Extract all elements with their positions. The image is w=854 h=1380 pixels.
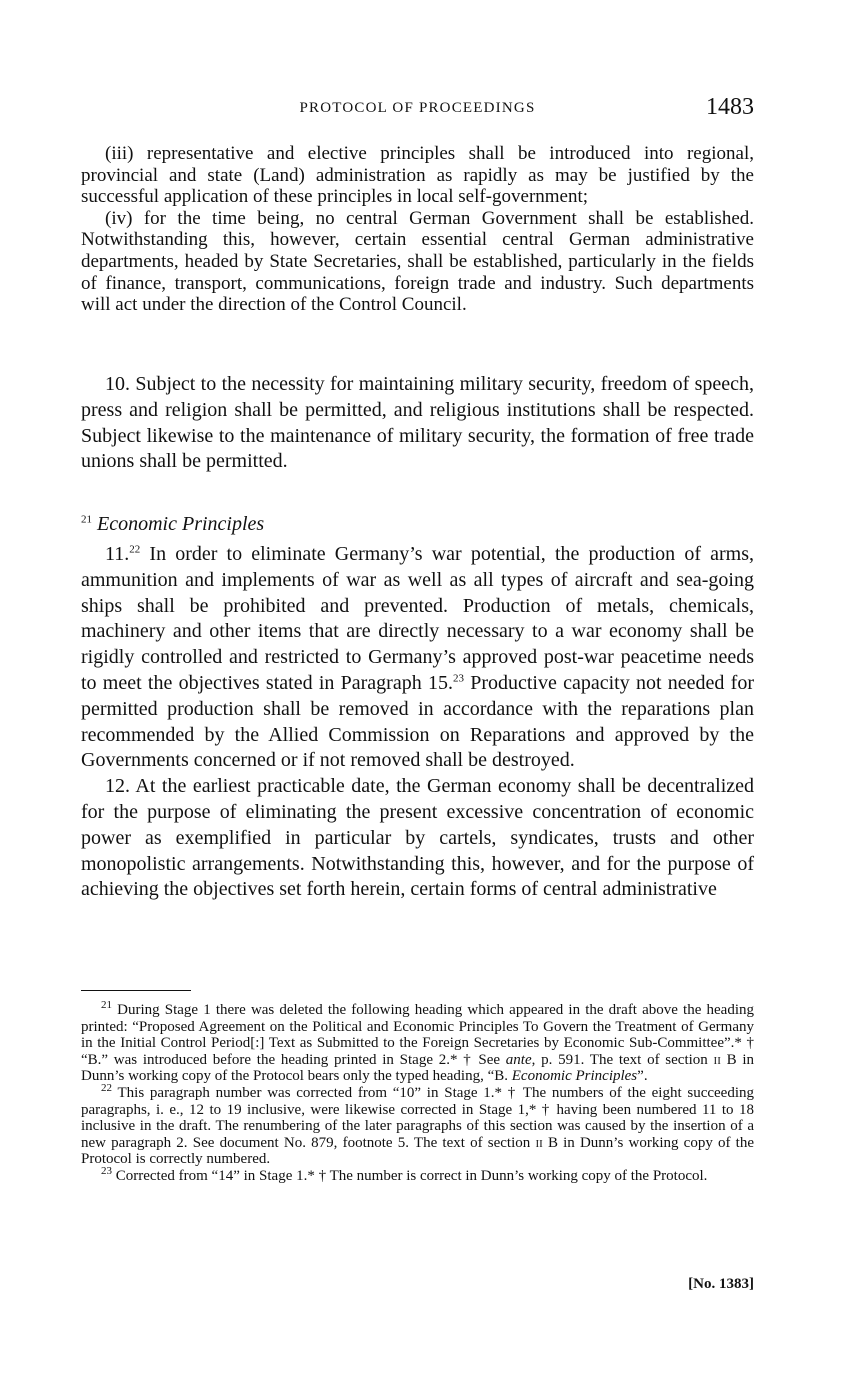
paragraph-12: 12. At the earliest practicable date, the German economy shall be decentralized for the purpose of eliminating the present excessive concentration of economic power as exemplified in particular by cartels, syndicates, trusts and other monopolistic arrangements. Notwithstanding this, however, and for the purpose of achieving the objectives set forth herein, certain forms of central administrative <box>81 775 754 901</box>
subparagraph-iv: (iv) for the time being, no central German Government shall be established. Notwithstanding this, however, certain essential central German administrative departments, headed by State Secretaries, shall be established, particularly in the fields of finance, transport, communications, foreign trade and industry. Such departments will act under the direction of the Control Council. <box>81 207 754 316</box>
footnote-21-section: ii <box>713 1051 721 1068</box>
document-number: [No. 1383] <box>688 1276 754 1292</box>
paragraph-10-block <box>81 372 754 475</box>
footnote-23-text: Corrected from “14” in Stage 1.* † The number is correct in Dunn’s working copy of the Protocol. <box>112 1167 708 1184</box>
footnote-rule <box>81 990 191 991</box>
footnote-22-section: ii <box>535 1134 543 1151</box>
footnote-22-text-a: This paragraph number was corrected from “10” in Stage 1.* † The numbers of the eight succeeding paragraphs, i. e., 12 to 19 inclusive, were likewise corrected in Stage 1,* † having been numbered 11 to 18 inclusive in the draft. The renumbering of the later paragraphs of this section was caused by the insertion of a new paragraph 2. See document No. 879, footnote 5. The text of section <box>81 1084 754 1151</box>
paragraph-11-text-a: In order to eliminate Germany’s war potential, the production of arms, ammunition and implements of war as well as all types of aircraft and sea-going ships shall be prohibited and prevented. Production of metals, chemicals, machinery and other items that are directly necessary to a war economy shall be rigidly controlled and restricted to Germany’s approved post-war peacetime needs to meet the objectives stated in Paragraph 15. <box>81 543 754 694</box>
footnotes <box>81 999 755 1185</box>
running-title: PROTOCOL OF PROCEEDINGS <box>299 100 536 116</box>
page-number: 1483 <box>706 94 754 120</box>
footnote-21-heading: Economic Principles <box>511 1068 638 1085</box>
paragraph-10: 10. Subject to the necessity for maintaining military security, freedom of speech, press and religion shall be permitted, and religious institutions shall be respected. Subject likewise to the maintenance of military security, the formation of free trade unions shall be permitted. <box>81 373 754 473</box>
footnote-ref-21: 21 <box>81 513 92 526</box>
paragraph-11 <box>81 542 754 774</box>
footnote-ref-22: 22 <box>129 543 141 556</box>
subparagraph-iii: (iii) representative and elective principles shall be introduced into regional, provincial and state (Land) administration as rapidly as may be justified by the successful application of these principles in local self-government; <box>81 143 754 208</box>
footnote-21-ante: ante <box>505 1051 532 1068</box>
footnote-21-text-d: ”. <box>637 1068 648 1085</box>
footnote-marker-22: 22 <box>101 1081 112 1094</box>
footnote-22-text-b: B in Dunn’s working copy of the Protocol is correctly numbered. <box>81 1134 755 1168</box>
section-heading <box>81 513 754 536</box>
footnote-marker-21: 21 <box>101 999 112 1011</box>
section-heading-text: Economic Principles <box>97 513 265 535</box>
footnote-marker-23: 23 <box>101 1164 112 1177</box>
running-head <box>81 96 754 126</box>
paragraphs-11-12-block <box>81 542 754 903</box>
footnote-21-text-a: During Stage 1 there was deleted the following heading which appeared in the draft above the heading printed: “Proposed Agreement on the Political and Economic Principles To Govern the Treatment of Germany in the Initial Control Period[:] Text as Submitted to the Foreign Secretaries by Economic Sub-Committee”.* † “B.” was introduced before the heading printed in Stage 2.* † See <box>81 1002 754 1068</box>
footnote-21-text-b: , p. 591. The text of section <box>531 1051 714 1068</box>
footnote-21-text-c: B in Dunn’s working copy of the Protocol bears only the typed heading, “B. <box>81 1051 754 1085</box>
footnote-ref-23: 23 <box>452 672 464 685</box>
footnote-23 <box>81 1164 754 1185</box>
continued-subparagraphs <box>81 143 754 316</box>
paragraph-11-number: 11. <box>105 543 130 565</box>
footnote-22 <box>81 1081 755 1168</box>
footnote-21 <box>81 999 754 1085</box>
paragraph-11-text-b: Productive capacity not needed for permitted production shall be removed in accordance with the reparations plan recommended by the Allied Commission on Reparations and approved by the Governments concerned or if not removed shall be destroyed. <box>81 671 754 772</box>
